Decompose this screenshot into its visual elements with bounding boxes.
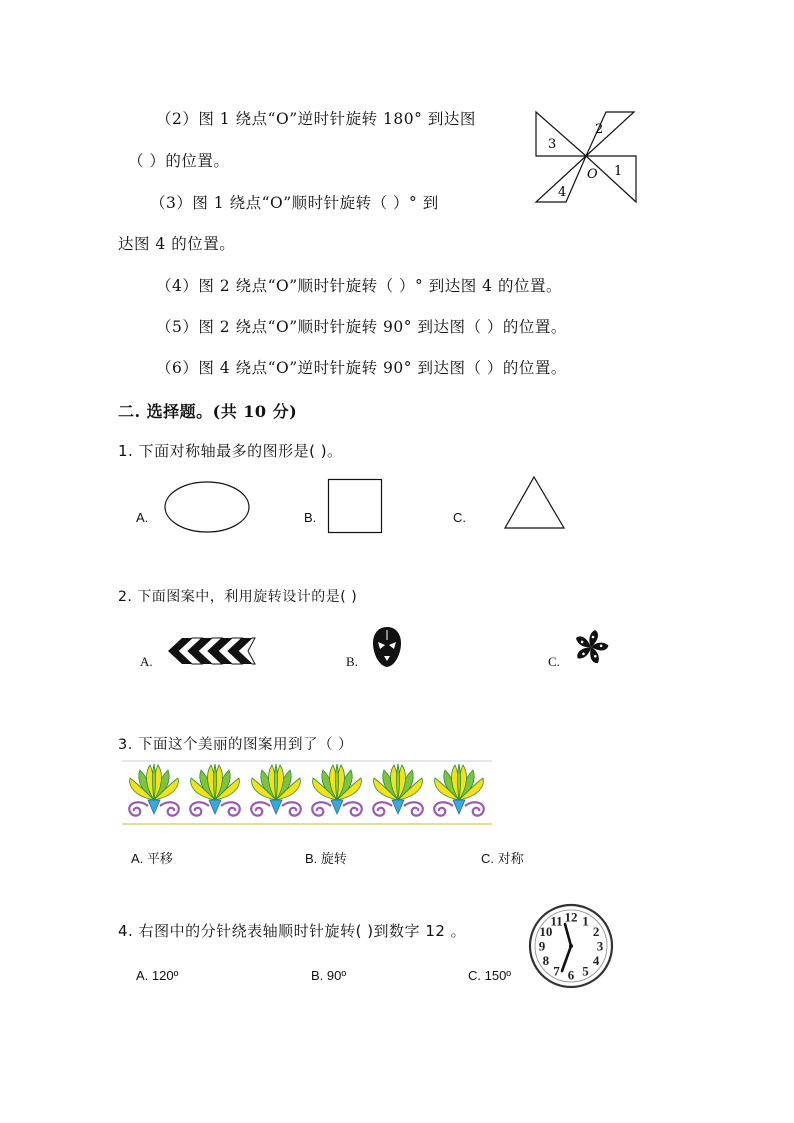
q5-text: （5）图 2 绕点“O”顺时针旋转 90° 到达图（ ）的位置。 [156, 318, 567, 336]
section2-title: 二. 选择题。(共 10 分) [118, 402, 298, 421]
clock-number-7: 7 [553, 963, 560, 979]
q3-line1: （3）图 1 绕点“O”顺时针旋转（ ）° 到 [150, 194, 439, 212]
choice-q3-option-b[interactable]: B. 旋转 [305, 851, 347, 866]
choice-q2-option-a[interactable]: A. [140, 654, 153, 669]
clock-number-3: 3 [596, 938, 604, 954]
bauhinia-flower-icon [572, 628, 610, 666]
q3-line2: 达图 4 的位置。 [118, 235, 236, 253]
q2-line2: （ ）的位置。 [128, 152, 230, 170]
pinwheel-figure [530, 108, 642, 204]
choice-q3-option-c[interactable]: C. 对称 [481, 851, 524, 866]
choice-q1-option-a[interactable]: A. [136, 510, 149, 525]
square-shape [328, 479, 382, 533]
pinwheel-shape-2 [586, 112, 634, 156]
choice-q4-text: 4. 右图中的分针绕表轴顺时针旋转( )到数字 12 。 [118, 922, 467, 940]
choice-q4-option-a[interactable]: A. 120º [136, 968, 179, 983]
clock-number-10: 10 [539, 924, 553, 939]
decorative-border-pattern [122, 760, 494, 826]
choice-q2-text: 2. 下面图案中，利用旋转设计的是( ) [118, 589, 358, 605]
clock-number-1: 1 [582, 913, 589, 929]
q6-text: （6）图 4 绕点“O”逆时针旋转 90° 到达图（ ）的位置。 [156, 359, 567, 377]
choice-q2-option-c[interactable]: C. [548, 654, 560, 669]
clock-number-9: 9 [538, 938, 546, 954]
clock-face [528, 903, 614, 989]
chevron-pattern-icon [166, 637, 256, 665]
pinwheel-label-3: 3 [548, 137, 557, 152]
choice-q1-option-c[interactable]: C. [453, 510, 466, 525]
choice-q4-option-c[interactable]: C. 150º [468, 968, 512, 983]
choice-q1-text: 1. 下面对称轴最多的图形是( )。 [118, 442, 343, 460]
choice-q4-option-b[interactable]: B. 90º [311, 968, 347, 983]
q4-text: （4）图 2 绕点“O”顺时针旋转（ ）° 到达图 4 的位置。 [156, 277, 562, 295]
choice-q3-text: 3. 下面这个美丽的图案用到了（ ） [118, 737, 354, 753]
pinwheel-label-4: 4 [558, 185, 567, 200]
choice-q3-option-a[interactable]: A. 平移 [131, 851, 173, 866]
choice-q2-option-b[interactable]: B. [346, 654, 358, 669]
triangle-shape [503, 475, 567, 531]
clock-number-2: 2 [592, 924, 600, 939]
clock-number-5: 5 [582, 963, 589, 979]
pinwheel-center-label: O [587, 167, 598, 182]
choice-q1-option-b[interactable]: B. [304, 510, 317, 525]
clock-number-4: 4 [592, 953, 600, 968]
ellipse-shape [164, 481, 250, 533]
clock-number-11: 11 [550, 913, 563, 929]
mask-icon [372, 626, 402, 668]
clock-number-12: 12 [564, 909, 578, 925]
pinwheel-label-2: 2 [595, 122, 604, 137]
q2-line1: （2）图 1 绕点“O”逆时针旋转 180° 到达图 [156, 110, 476, 128]
pinwheel-shape-3 [536, 112, 586, 156]
pinwheel-label-1: 1 [614, 164, 623, 179]
clock-number-8: 8 [542, 953, 550, 968]
clock-number-6: 6 [567, 967, 575, 983]
